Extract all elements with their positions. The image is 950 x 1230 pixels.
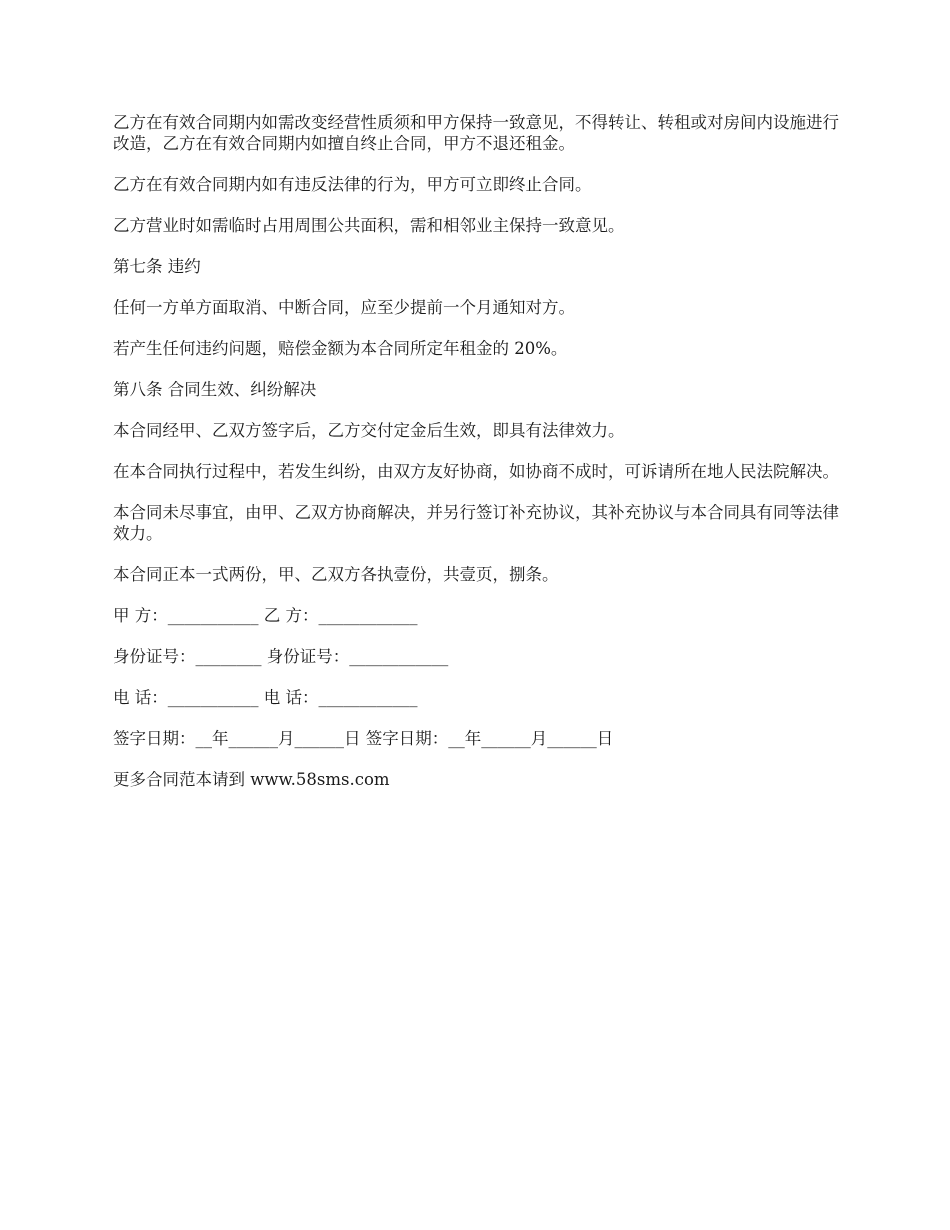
clause-compensation: 若产生任何违约问题，赔偿金额为本合同所定年租金的 20%。 (113, 339, 568, 358)
clause-supplement: 本合同未尽事宜，由甲、乙双方协商解决，并另行签订补充协议，其补充协议与本合同具有同等法律效力。 (113, 503, 839, 543)
signature-phone-line: 电 话：___________ 电 话：____________ (113, 688, 418, 707)
clause-effective: 本合同经甲、乙双方签字后，乙方交付定金后生效，即具有法律效力。 (113, 421, 625, 440)
article-eight-heading: 第八条 合同生效、纠纷解决 (113, 380, 317, 399)
clause-dispute: 在本合同执行过程中，若发生纠纷，由双方友好协商，如协商不成时，可诉请所在地人民法院解决。 (113, 462, 839, 481)
clause-business-change: 乙方在有效合同期内如需改变经营性质须和甲方保持一致意见，不得转让、转租或对房间内设施进行改造，乙方在有效合同期内如擅自终止合同，甲方不退还租金。 (113, 113, 839, 153)
clause-copies: 本合同正本一式两份，甲、乙双方各执壹份，共壹页，捌条。 (113, 565, 559, 584)
clause-illegal-termination: 乙方在有效合同期内如有违反法律的行为，甲方可立即终止合同。 (113, 175, 592, 194)
clause-notice: 任何一方单方面取消、中断合同，应至少提前一个月通知对方。 (113, 298, 575, 317)
document-body (113, 112, 843, 810)
footer-more-templates: 更多合同范本请到 www.58sms.com (113, 770, 390, 789)
article-seven-heading: 第七条 违约 (113, 257, 201, 276)
signature-party-line: 甲 方：___________ 乙 方：____________ (113, 606, 418, 625)
signature-date-line: 签字日期：__年______月______日 签字日期：__年______月______日 (113, 729, 614, 748)
clause-public-area: 乙方营业时如需临时占用周围公共面积，需和相邻业主保持一致意见。 (113, 216, 625, 235)
signature-id-line: 身份证号：________ 身份证号：____________ (113, 647, 449, 666)
